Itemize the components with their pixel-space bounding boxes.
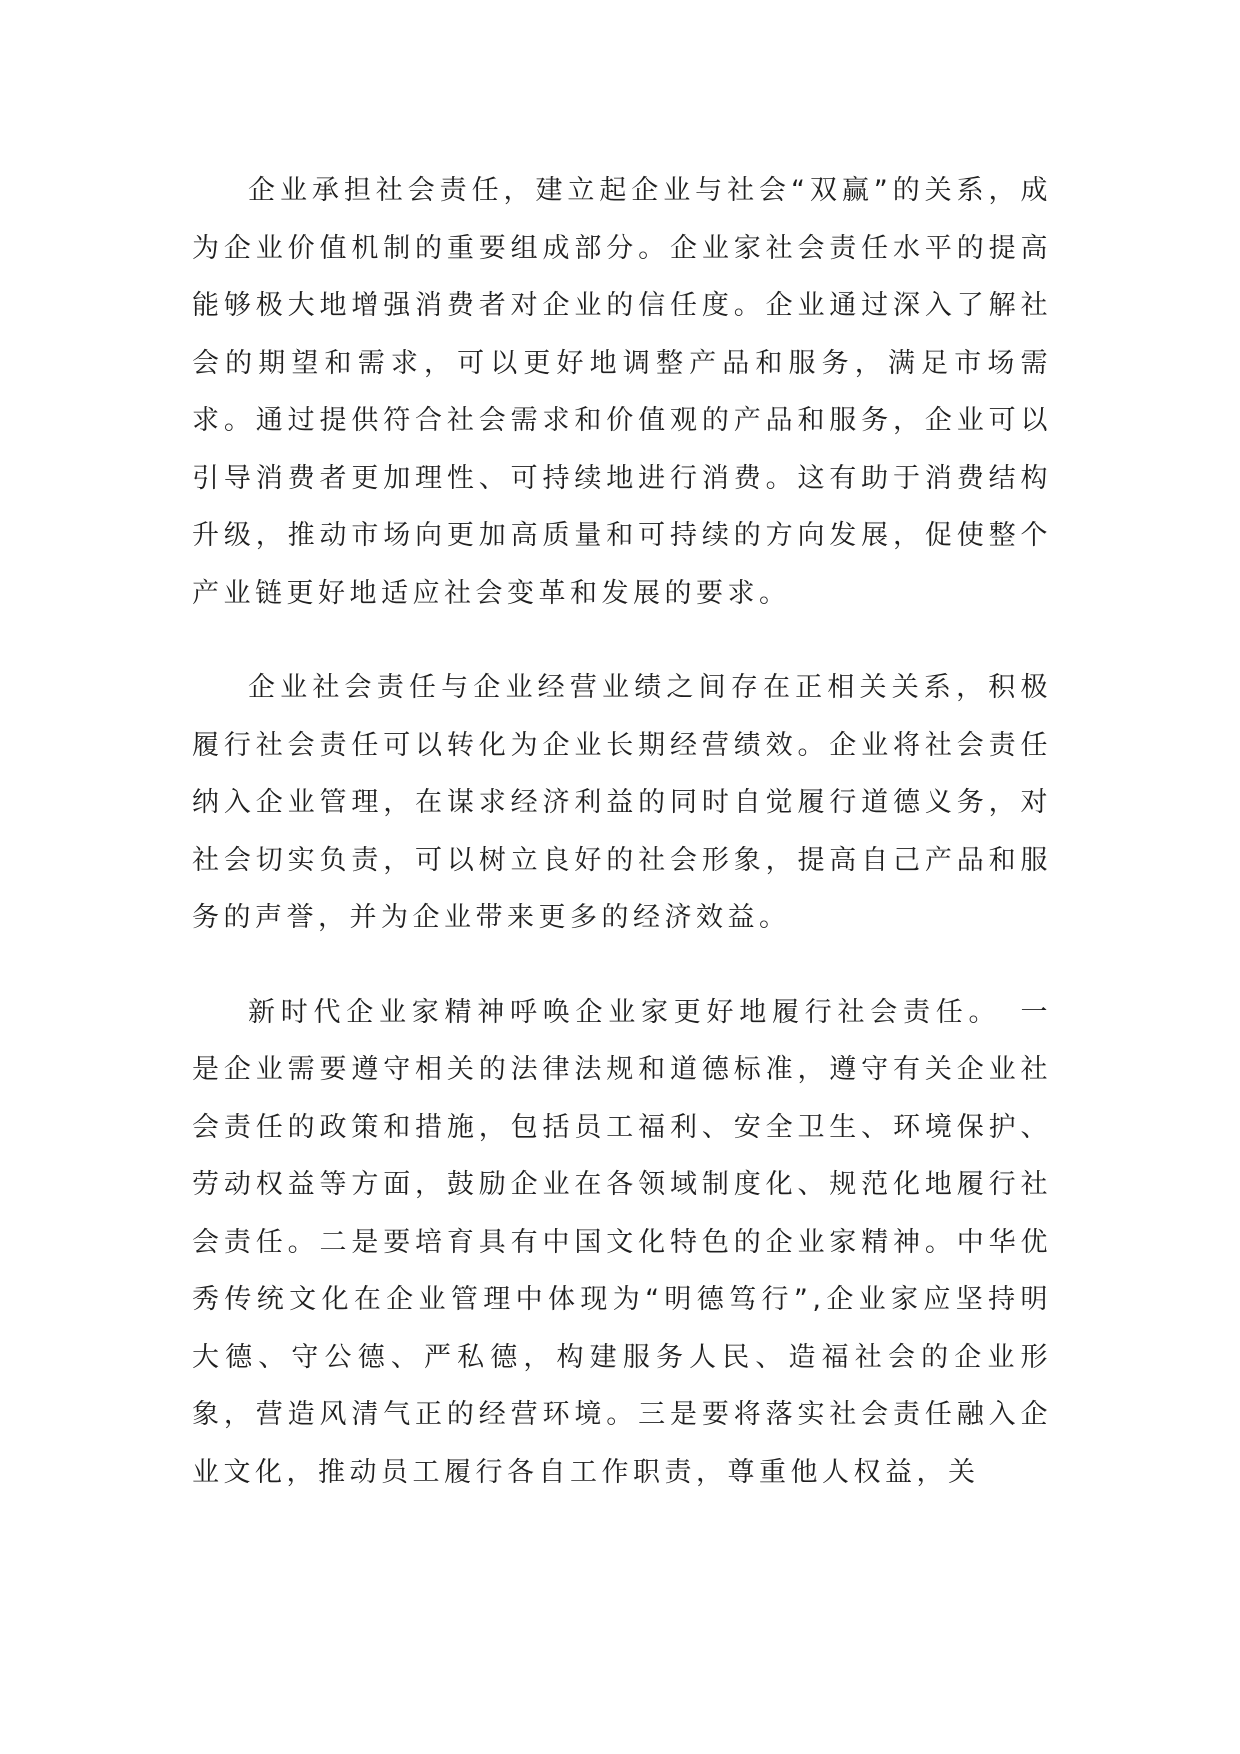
paragraph-social-responsibility-win-win: 企业承担社会责任，建立起企业与社会“双赢”的关系，成为企业价值机制的重要组成部分。企业家社会责任水平的提高能够极大地增强消费者对企业的信任度。企业通过深入了解社会的期望和需求，可以更好地调整产品和服务，满足市场需求。通过提供符合社会需求和价值观的产品和服务，企业可以引导消费者更加理性、可持续地进行消费。这有助于消费结构升级，推动市场向更加高质量和可持续的方向发展，促使整个产业链更好地适应社会变革和发展的要求。 xyxy=(192,175,1052,609)
document-body xyxy=(192,162,1052,1538)
paragraph-performance-correlation: 企业社会责任与企业经营业绩之间存在正相关关系，积极履行社会责任可以转化为企业长期经营绩效。企业将社会责任纳入企业管理，在谋求经济利益的同时自觉履行道德义务，对社会切实负责，可以树立良好的社会形象，提高自己产品和服务的声誉，并为企业带来更多的经济效益。 xyxy=(192,672,1052,933)
paragraph-entrepreneur-spirit: 新时代企业家精神呼唤企业家更好地履行社会责任。 一是企业需要遵守相关的法律法规和道德标准，遵守有关企业社会责任的政策和措施，包括员工福利、安全卫生、环境保护、劳动权益等方面，鼓励企业在各领域制度化、规范化地履行社会责任。二是要培育具有中国文化特色的企业家精神。中华优秀传统文化在企业管理中体现为“明德笃行”,企业家应坚持明大德、守公德、严私德，构建服务人民、造福社会的企业形象，营造风清气正的经营环境。三是要将落实社会责任融入企业文化，推动员工履行各自工作职责，尊重他人权益，关 xyxy=(192,996,1052,1488)
